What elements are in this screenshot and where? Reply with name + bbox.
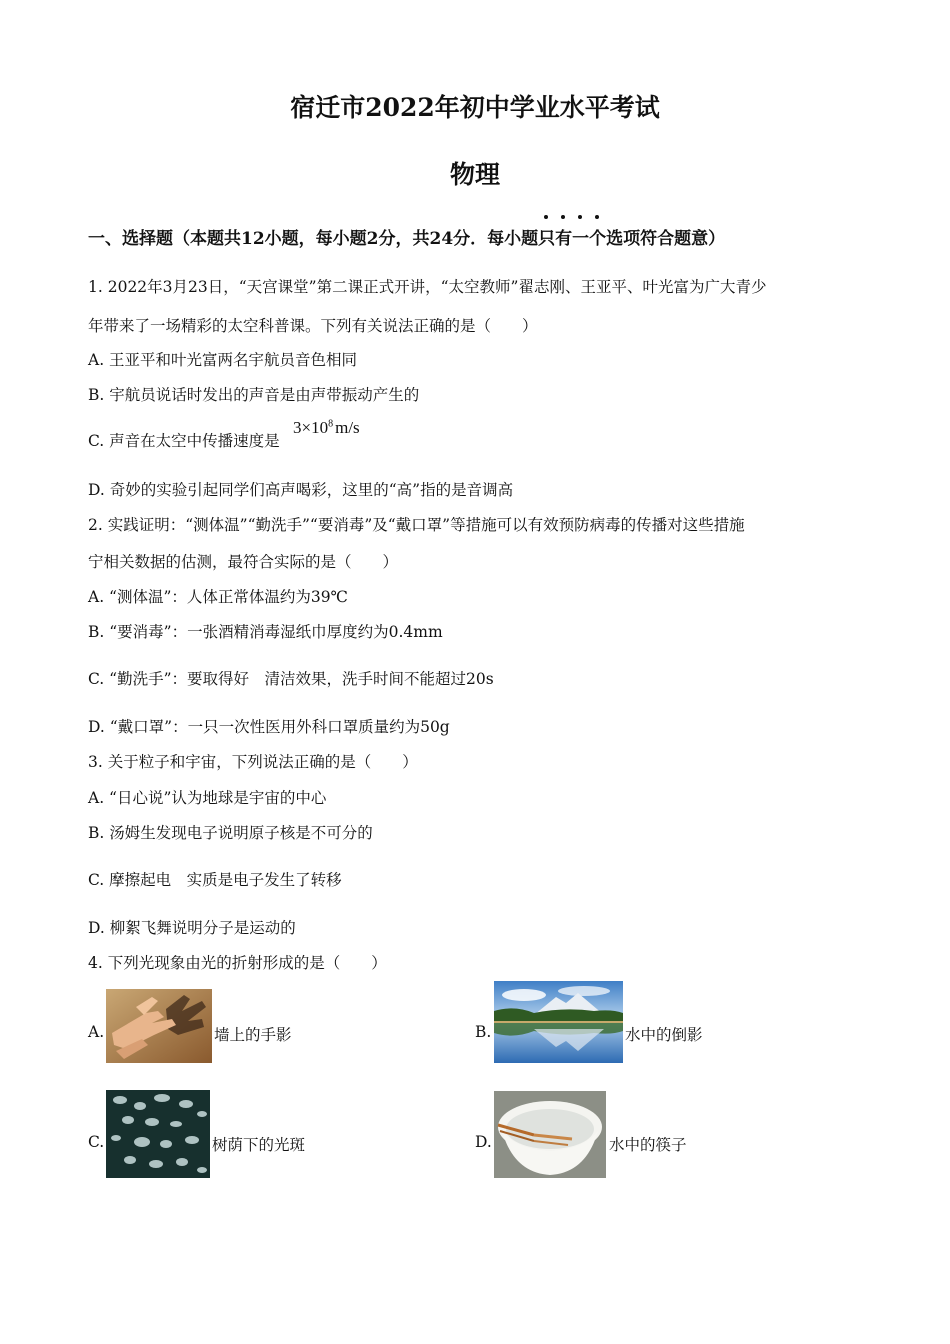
section-heading-emphasis: 只有一个 bbox=[538, 229, 606, 249]
q4-option-b-caption: 水中的倒影 bbox=[625, 1026, 703, 1044]
subject-title: 物理 bbox=[449, 160, 500, 189]
q1-option-b: B. 宇航员说话时发出的声音是由声带振动产生的 bbox=[88, 386, 420, 404]
hand-shadow-image bbox=[106, 989, 212, 1063]
q2-stem-line1: 2. 实践证明：“测体温”“勤洗手”“要消毒”及“戴口罩”等措施可以有效预防病毒的传播对这些措施 bbox=[88, 516, 745, 534]
q1-option-a: A. 王亚平和叶光富两名宇航员音色相同 bbox=[88, 351, 358, 369]
exam-title: 宿迁市2022年初中学业水平考试 bbox=[290, 93, 660, 122]
q1-option-c-formula: $3\times 10^8$ m/s bbox=[293, 418, 360, 437]
section-heading-after: 选项符合题意） bbox=[606, 229, 726, 249]
q1-stem-line1: 1. 2022年3月23日，“天宫课堂”第二课正式开讲，“太空教师”翟志刚、王亚平、叶光富为广大青少 bbox=[88, 278, 767, 296]
q4-option-c-caption: 树荫下的光斑 bbox=[212, 1136, 306, 1154]
q3-option-b: B. 汤姆生发现电子说明原子核是不可分的 bbox=[88, 824, 373, 842]
chopsticks-in-water-image bbox=[494, 1091, 606, 1178]
q4-option-b-label: B. bbox=[475, 1023, 492, 1041]
q3-option-a: A. “日心说”认为地球是宇宙的中心 bbox=[88, 789, 327, 807]
q4-option-d-label: D. bbox=[475, 1133, 492, 1151]
q2-option-c: C. “勤洗手”：要取得好 清洁效果，洗手时间不能超过20s bbox=[88, 670, 494, 688]
q4-stem: 4. 下列光现象由光的折射形成的是（ ） bbox=[88, 954, 387, 972]
light-spots-image bbox=[106, 1090, 210, 1178]
q4-option-c-label: C. bbox=[88, 1133, 105, 1151]
q1-stem-line2: 年带来了一场精彩的太空科普课。下列有关说法正确的是（ ） bbox=[88, 317, 538, 335]
section-heading bbox=[88, 224, 725, 249]
q2-option-b: B. “要消毒”：一张酒精消毒湿纸巾厚度约为0.4mm bbox=[88, 623, 443, 641]
section-heading-before: 一、选择题（本题共12小题，每小题2分，共24分．每小题 bbox=[88, 229, 539, 249]
q3-option-c: C. 摩擦起电 实质是电子发生了转移 bbox=[88, 871, 342, 889]
q1-option-d: D. 奇妙的实验引起同学们高声喝彩，这里的“高”指的是音调高 bbox=[88, 481, 514, 499]
q1-option-c-text: C. 声音在太空中传播速度是 bbox=[88, 432, 280, 450]
q4-option-d-caption: 水中的筷子 bbox=[609, 1136, 687, 1154]
q4-option-a-caption: 墙上的手影 bbox=[214, 1026, 292, 1044]
q3-stem: 3. 关于粒子和宇宙，下列说法正确的是（ ） bbox=[88, 753, 418, 771]
q2-stem-line2: 宁相关数据的估测，最符合实际的是（ ） bbox=[88, 553, 399, 571]
q4-option-a-label: A. bbox=[88, 1023, 105, 1041]
q3-option-d: D. 柳絮飞舞说明分子是运动的 bbox=[88, 919, 296, 937]
q2-option-a: A. “测体温”：人体正常体温约为39℃ bbox=[88, 588, 348, 606]
q2-option-d: D. “戴口罩”：一只一次性医用外科口罩质量约为50g bbox=[88, 718, 450, 736]
lake-reflection-image bbox=[494, 981, 623, 1063]
q1-option-c bbox=[88, 429, 280, 451]
